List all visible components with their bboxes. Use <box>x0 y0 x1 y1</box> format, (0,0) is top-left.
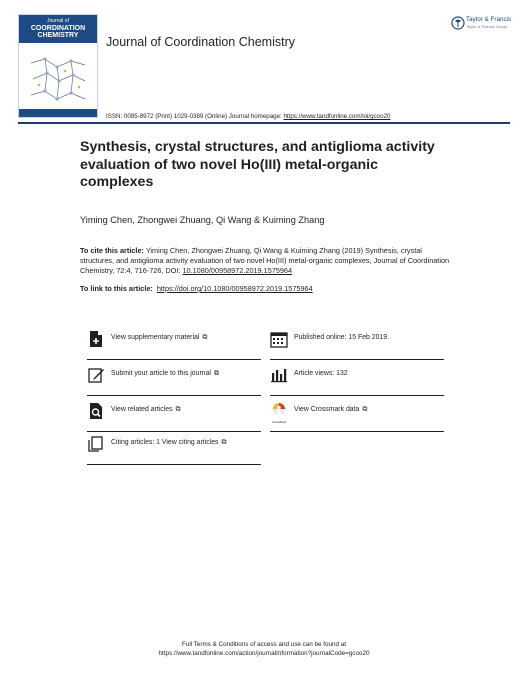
publisher-name <box>466 16 511 30</box>
search-document-icon <box>87 402 105 420</box>
cover-coordination: COORDINATION <box>30 25 86 32</box>
article-authors: Yiming Chen, Zhongwei Zhuang, Qi Wang & Kuiming Zhang <box>80 215 325 225</box>
cover-journal-of: Journal of <box>47 18 69 24</box>
cite-doi-link[interactable]: 10.1080/00958972.2019.1575964 <box>182 266 293 275</box>
cover-footer-band <box>19 109 97 117</box>
cite-text: Yiming Chen, Zhongwei Zhuang, Qi Wang & Kuiming Zhang (2019) Synthesis, crystal structures, and antiglioma activity evaluation of two novel Ho(III) metal-organic complexes, Journal of Coordination Chemistry, 72:4, 716-726, DOI: <box>80 246 450 275</box>
view-supplementary-material-button[interactable] <box>87 323 261 360</box>
issn-text: ISSN: 0095-8972 (Print) 1029-0389 (Online) Journal homepage: <box>106 113 284 120</box>
footer-line-1: Full Terms & Conditions of access and use can be found at <box>181 641 347 648</box>
journal-homepage-link[interactable]: https://www.tandfonline.com/loi/gcoo20 <box>283 113 391 120</box>
journal-cover-thumbnail <box>18 14 98 118</box>
crossmark-badge-text: CrossMark <box>271 420 287 424</box>
issn-line <box>106 113 390 120</box>
crossmark-label <box>294 406 367 414</box>
external-link-icon: ⧉ <box>221 439 227 446</box>
cover-chemistry: CHEMISTRY <box>37 32 79 39</box>
cite-label: To cite this article: <box>80 246 144 255</box>
publisher-tagline: Taylor & Francis Group <box>466 24 507 29</box>
view-citing-articles-button[interactable] <box>87 428 261 465</box>
submit-article-button[interactable] <box>87 359 261 396</box>
submit-text: Submit your article to this journal <box>111 370 211 377</box>
cover-crystal-structure-image <box>27 55 89 107</box>
link-label: To link to this article: <box>80 284 153 293</box>
published-online-info <box>270 323 444 360</box>
article-views-info <box>270 359 444 396</box>
citing-text: Citing articles: 1 View citing articles <box>111 439 219 446</box>
article-doi-url[interactable]: https://doi.org/10.1080/00958972.2019.1575964 <box>156 284 313 293</box>
citing-documents-icon <box>87 435 105 453</box>
supplementary-label <box>111 334 207 342</box>
view-related-articles-button[interactable] <box>87 395 261 432</box>
edit-pencil-icon <box>87 366 105 384</box>
external-link-icon: ⧉ <box>175 406 181 413</box>
publisher-name-text: Taylor & Francis <box>466 16 512 23</box>
cover-title-band <box>19 15 97 43</box>
journal-title[interactable]: Journal of Coordination Chemistry <box>106 35 295 49</box>
crossmark-icon <box>270 402 288 420</box>
article-title: Synthesis, crystal structures, and antiglioma activity evaluation of two novel Ho(III) metal-organic complexes <box>80 139 435 190</box>
article-link-line <box>80 284 313 293</box>
related-label <box>111 406 181 414</box>
submit-label <box>111 370 219 378</box>
citation-block <box>80 246 452 276</box>
views-text: Article views: 132 <box>294 370 348 377</box>
view-crossmark-data-button[interactable] <box>270 395 444 432</box>
supplementary-text: View supplementary material <box>111 334 200 341</box>
citing-label <box>111 439 227 447</box>
calendar-icon <box>270 330 288 348</box>
external-link-icon: ⧉ <box>362 406 368 413</box>
terms-footer <box>0 641 528 658</box>
external-link-icon: ⧉ <box>202 334 208 341</box>
published-text: Published online: 15 Feb 2019. <box>294 334 390 341</box>
bar-chart-icon <box>270 366 288 384</box>
footer-terms-url[interactable]: https://www.tandfonline.com/action/journalInformation?journalCode=gcoo20 <box>158 649 370 657</box>
external-link-icon: ⧉ <box>213 370 219 377</box>
document-plus-icon <box>87 330 105 348</box>
related-text: View related articles <box>111 406 173 413</box>
header-divider <box>18 122 510 124</box>
crossmark-text: View Crossmark data <box>294 406 360 413</box>
